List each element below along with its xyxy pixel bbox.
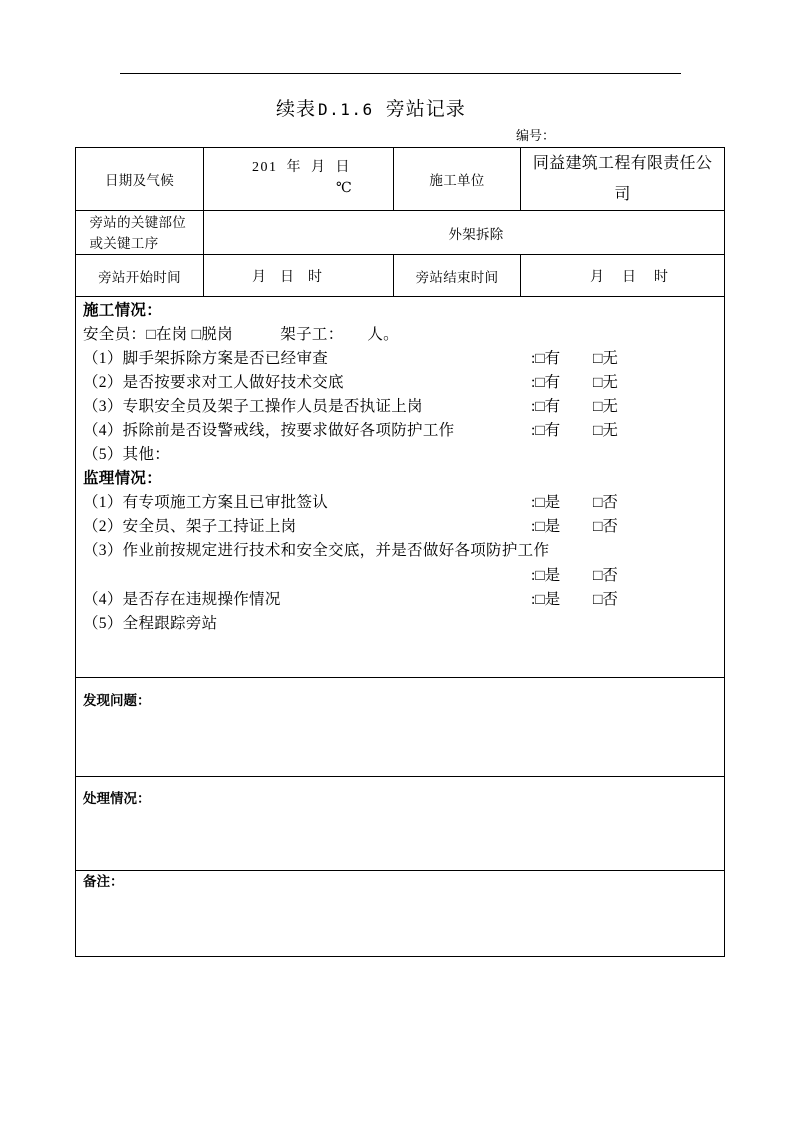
remarks-label: 备注：: [83, 874, 124, 889]
construction-item-4-yes-checkbox[interactable]: :□有: [531, 422, 561, 439]
supervision-item-2-no-checkbox[interactable]: □否: [593, 518, 618, 535]
supervision-item-2: （2）安全员、架子工持证上岗: [83, 518, 297, 535]
construction-item-2: （2）是否按要求对工人做好技术交底: [83, 374, 344, 391]
start-time-value: 月 日 时: [252, 269, 322, 285]
handling-label: 处理情况：: [83, 791, 151, 806]
end-time-value-cell: [520, 254, 725, 297]
title-code: D.1.6: [318, 100, 374, 119]
construction-unit-label: 施工单位: [429, 173, 485, 188]
construction-unit-value-cell: [520, 147, 725, 211]
key-part-value: 外架拆除: [448, 226, 504, 242]
supervision-item-4-no-checkbox[interactable]: □否: [593, 591, 618, 608]
supervision-item-3-no-checkbox[interactable]: □否: [593, 567, 618, 584]
issues-label: 发现问题：: [83, 693, 151, 708]
construction-item-other: （5）其他：: [83, 446, 171, 463]
construction-item-3-no-checkbox[interactable]: □无: [593, 398, 618, 415]
construction-item-2-yes-checkbox[interactable]: :□有: [531, 374, 561, 391]
form-title: [276, 97, 466, 123]
supervision-item-1-no-checkbox[interactable]: □否: [593, 494, 618, 511]
construction-item-1: （1）脚手架拆除方案是否已经审查: [83, 350, 329, 367]
issues-cell: [75, 677, 725, 777]
title-prefix: 续表: [276, 99, 317, 120]
supervision-item-3-yes-checkbox[interactable]: :□是: [531, 567, 561, 584]
title-suffix: 旁站记录: [385, 99, 466, 120]
remarks-cell: [75, 870, 725, 957]
status-section-cell: [75, 296, 725, 678]
header-rule: [120, 73, 681, 74]
construction-heading: 施工情况：: [83, 302, 163, 319]
start-time-label: 旁站开始时间: [98, 269, 181, 285]
date-weather-label: 日期及气候: [105, 173, 174, 188]
end-time-label-cell: [393, 254, 521, 297]
temperature-unit: ℃: [336, 181, 352, 196]
supervision-item-1-yes-checkbox[interactable]: :□是: [531, 494, 561, 511]
construction-item-3: （3）专职安全员及架子工操作人员是否执证上岗: [83, 398, 423, 415]
supervision-item-4-yes-checkbox[interactable]: :□是: [531, 591, 561, 608]
serial-number-label: 编号：: [516, 128, 556, 143]
construction-item-1-yes-checkbox[interactable]: :□有: [531, 350, 561, 367]
date-value: 201 年 月 日: [252, 160, 351, 175]
construction-item-3-yes-checkbox[interactable]: :□有: [531, 398, 561, 415]
construction-unit-value: 同益建筑工程有限责任公司: [532, 155, 713, 203]
supervision-heading: 监理情况：: [83, 470, 163, 487]
date-weather-value-cell: [203, 147, 394, 211]
construction-item-4-no-checkbox[interactable]: □无: [593, 422, 618, 439]
date-weather-label-cell: [75, 147, 204, 211]
supervision-item-5: （5）全程跟踪旁站: [83, 615, 218, 632]
key-part-label-cell: [75, 210, 204, 255]
key-part-value-cell: [203, 210, 725, 255]
construction-item-2-no-checkbox[interactable]: □无: [593, 374, 618, 391]
supervision-item-2-yes-checkbox[interactable]: :□是: [531, 518, 561, 535]
construction-item-1-no-checkbox[interactable]: □无: [593, 350, 618, 367]
supervision-item-1: （1）有专项施工方案且已审批签认: [83, 494, 329, 511]
handling-cell: [75, 776, 725, 871]
start-time-label-cell: [75, 254, 204, 297]
start-time-value-cell: [203, 254, 394, 297]
construction-item-4: （4）拆除前是否设警戒线，按要求做好各项防护工作: [83, 422, 455, 439]
end-time-label: 旁站结束时间: [415, 269, 499, 285]
key-part-label: 旁站的关键部位或关键工序: [89, 214, 187, 251]
end-time-value: 月 日 时: [590, 269, 670, 285]
supervision-item-4: （4）是否存在违规操作情况: [83, 591, 281, 608]
construction-unit-label-cell: [393, 147, 521, 211]
supervision-item-3: （3）作业前按规定进行技术和安全交底，并是否做好各项防护工作: [83, 542, 550, 559]
staff-line: 安全员：□在岗 □脱岗 架子工： 人。: [83, 326, 399, 343]
